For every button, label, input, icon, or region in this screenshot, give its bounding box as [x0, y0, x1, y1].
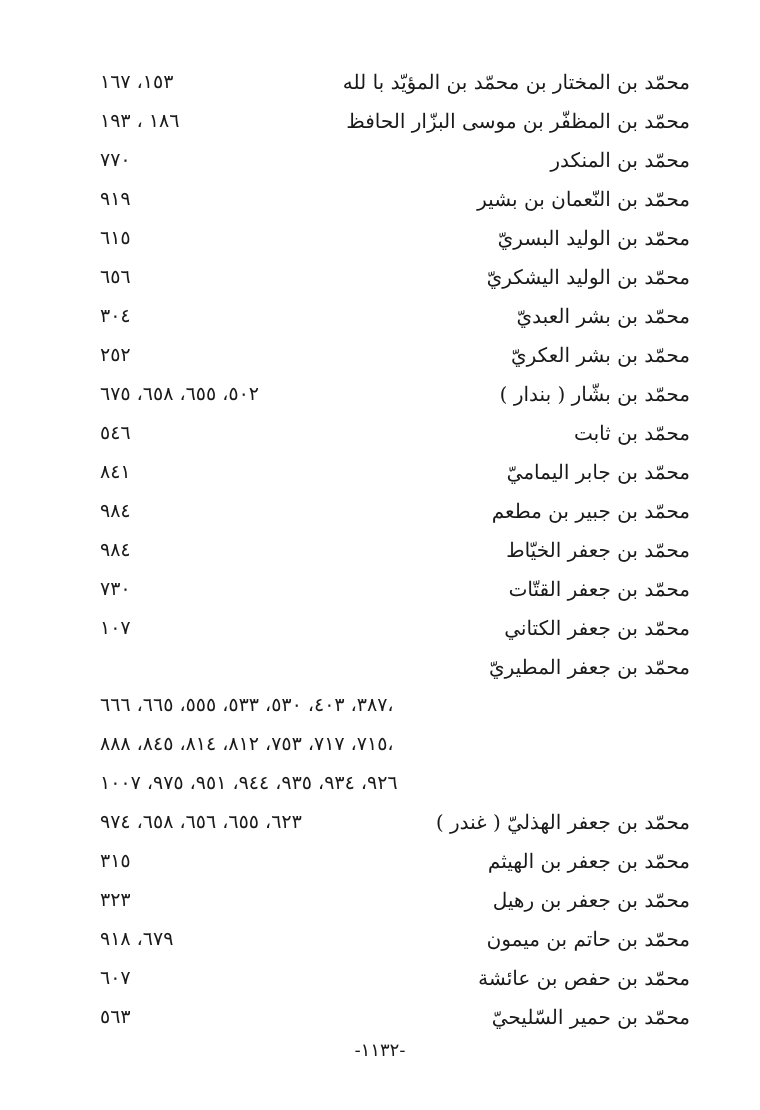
index-entry	[0, 881, 760, 919]
index-entry	[0, 180, 760, 218]
index-entry	[0, 920, 760, 958]
index-entry	[0, 102, 760, 140]
index-entry	[0, 336, 760, 374]
index-entry	[0, 141, 760, 179]
index-entry	[0, 648, 760, 686]
entry-name: محمّد بن النّعمان بن بشير	[477, 187, 690, 211]
entry-pages: ٣١٥	[100, 850, 131, 872]
entry-pages: ٦٠٧	[100, 967, 131, 989]
entry-pages: ١٨٦ ، ١٩٣	[100, 110, 180, 132]
entry-pages: ٩٨٤	[100, 539, 131, 561]
entry-pages: ١٥٣، ١٦٧	[100, 71, 174, 93]
entry-name: محمّد بن جعفر الكتاني	[504, 616, 690, 640]
page-number: -١١٣٢-	[354, 1040, 406, 1061]
entry-pages: ٣٢٣	[100, 889, 131, 911]
index-entry	[0, 63, 760, 101]
entry-name: محمّد بن جعفر الهذليّ ( غندر )	[435, 810, 690, 834]
entry-name: محمّد بن المظفّر بن موسى البزّار الحافظ	[346, 109, 690, 133]
index-entry	[0, 375, 760, 413]
index-entry	[0, 609, 760, 647]
entry-name: محمّد بن الوليد البسريّ	[497, 226, 690, 250]
entry-pages: ٦٢٣، ٦٥٥، ٦٥٦، ٦٥٨، ٩٧٤	[100, 811, 302, 833]
index-entry	[0, 414, 760, 452]
entry-name: محمّد بن بشّار ( بندار )	[499, 382, 690, 406]
entry-pages: ٧٧٠	[100, 149, 131, 171]
index-entry	[0, 297, 760, 335]
entry-pages: ٨٤١	[100, 461, 131, 483]
entry-name: محمّد بن المنكدر	[550, 148, 690, 172]
entry-pages: ٦١٥	[100, 227, 131, 249]
index-entry	[0, 492, 760, 530]
entry-pages: ٢٥٢	[100, 344, 131, 366]
entry-name: محمّد بن حفص بن عائشة	[478, 966, 690, 990]
entry-pages: ٧٣٠	[100, 578, 131, 600]
index-entry	[0, 531, 760, 569]
entry-name: محمّد بن جعفر المطيريّ	[488, 655, 690, 679]
entry-name: محمّد بن بشر العكريّ	[510, 343, 690, 367]
entry-pages: ١٠٧	[100, 617, 131, 639]
entry-name: محمّد بن جعفر القتّات	[508, 577, 690, 601]
entry-name: محمّد بن جعفر بن الهيثم	[487, 849, 690, 873]
entry-pages: ٩٨٤	[100, 500, 131, 522]
page-continuation-line: ٣٨٧، ٤٠٣، ٥٣٠، ٥٣٣، ٥٥٥، ٦٦٥، ٦٦٦،	[100, 694, 394, 716]
entry-pages: ٣٠٤	[100, 305, 131, 327]
entry-pages: ٦٥٦	[100, 266, 131, 288]
entry-name: محمّد بن المختار بن محمّد بن المؤيّد با لله	[342, 70, 690, 94]
entry-name: محمّد بن حمير السّليحيّ	[491, 1005, 690, 1029]
entry-name: محمّد بن جبير بن مطعم	[491, 499, 690, 523]
entry-name: محمّد بن بشر العبديّ	[516, 304, 690, 328]
page-continuation-line: ٧١٥، ٧١٧، ٧٥٣، ٨١٢، ٨١٤، ٨٤٥، ٨٨٨،	[100, 733, 394, 755]
index-entry	[0, 219, 760, 257]
page-continuation-line: ٩٢٦، ٩٣٤، ٩٣٥، ٩٤٤، ٩٥١، ٩٧٥، ١٠٠٧	[100, 772, 398, 794]
index-entry	[0, 803, 760, 841]
entry-name: محمّد بن حاتم بن ميمون	[486, 927, 690, 951]
entry-name: محمّد بن ثابت	[573, 421, 690, 445]
index-entry	[0, 453, 760, 491]
index-entry	[0, 258, 760, 296]
entry-pages: ٦٧٩، ٩١٨	[100, 928, 174, 950]
entry-pages: ٥٦٣	[100, 1006, 131, 1028]
index-entry	[0, 842, 760, 880]
index-entry	[0, 959, 760, 997]
entry-pages: ٥٠٢، ٦٥٥، ٦٥٨، ٦٧٥	[100, 383, 260, 405]
index-entry	[0, 570, 760, 608]
entry-name: محمّد بن الوليد اليشكريّ	[486, 265, 690, 289]
entry-pages: ٥٤٦	[100, 422, 131, 444]
entry-name: محمّد بن جعفر بن رهيل	[492, 888, 690, 912]
entry-name: محمّد بن جعفر الخيّاط	[506, 538, 690, 562]
entry-name: محمّد بن جابر اليماميّ	[506, 460, 690, 484]
index-entry	[0, 998, 760, 1036]
entry-pages: ٩١٩	[100, 188, 131, 210]
